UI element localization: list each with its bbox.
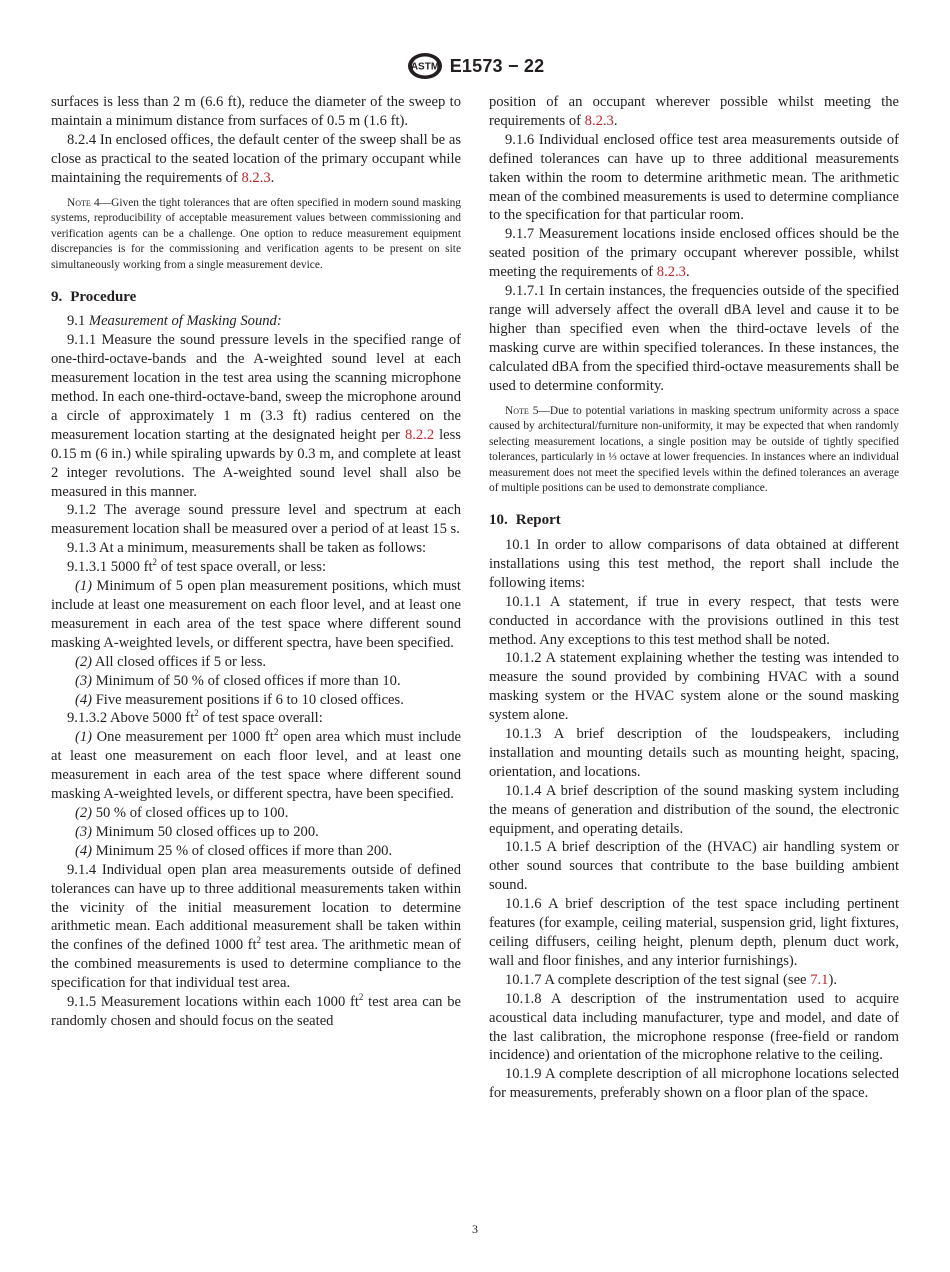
section-10-1-8: 10.1.8 A description of the instrumentation used to acquire acoustical data including manufacturer, type and model, and date of the last calibration, the microphone response (free-field or random incidence) and orientation of the microphone relative to the ceiling. <box>489 990 899 1064</box>
section-9-1-5: 9.1.5 Measurement locations within each 1000 $ft^2$ test area can be randomly chosen and should focus on the seated <box>51 992 461 1029</box>
paragraph-continuation: position of an occupant wherever possible whilst meeting the requirements of 8.2.3. <box>489 94 899 129</box>
xref-7-1[interactable]: 7.1 <box>810 971 829 988</box>
section-10-1-9: 10.1.9 A complete description of all microphone locations selected for measurements, preferably shown on a floor plan of the space. <box>489 1066 899 1102</box>
paragraph-continuation: surfaces is less than 2 m (6.6 ft), reduce the diameter of the sweep to maintain a minimum distance from surfaces of 0.5 m (1.6 ft). <box>51 94 461 129</box>
section-9-1-7: 9.1.7 Measurement locations inside enclosed offices should be the seated position of the primary occupant wherever possible, whilst meeting the requirements of 8.2.3. <box>489 226 899 281</box>
section-10-1-2: 10.1.2 A statement explaining whether the testing was intended to measure the sound provided by combining HVAC with a sound masking system or the HVAC system alone or the sound masking system alone. <box>489 650 899 724</box>
section-10-1-1: 10.1.1 A statement, if true in every respect, that tests were conducted in accordance with the provisions outlined in this test method. Any exceptions to this test method shall be noted. <box>489 593 899 648</box>
page-number: 3 <box>472 1222 478 1236</box>
list-item: (4) Five measurement positions if 6 to 10 closed offices. <box>75 691 404 708</box>
list-item: (1) Minimum of 5 open plan measurement positions, which must include at least one measurement on each floor level, and at least one measurement in each area of the test space where different sound masking A-weighted levels, or different spectra, have been specified. <box>51 578 461 651</box>
list-item: (2) All closed offices if 5 or less. <box>75 653 267 670</box>
section-10-1-7: 10.1.7 A complete description of the test signal (see 7.1). <box>505 971 837 988</box>
section-9-1-7-1: 9.1.7.1 In certain instances, the frequencies outside of the specified range will adversely affect the overall dBA level and cause it to be higher than specified even when the third-octave levels of the masking curve are within specified tolerances. In these instances, the calculated dBA from the specified third-octave measurements shall be used to determine conformity. <box>489 283 899 394</box>
list-item: (3) Minimum of 50 % of closed offices if more than 10. <box>75 672 401 689</box>
right-column <box>489 93 899 1103</box>
list-item: (2) 50 % of closed offices up to 100. <box>75 804 289 821</box>
section-9-1-3-2: 9.1.3.2 Above 5000 $ft^2$ of test space overall: <box>67 708 323 727</box>
list-item: (4) Minimum 25 % of closed offices if more than 200. <box>75 842 393 859</box>
section-heading-procedure: 9. Procedure <box>51 288 137 305</box>
section-10-1-6: 10.1.6 A brief description of the test space including pertinent features (for example, ceiling material, suspension grid, light fixtures, ceiling diffusers, ceiling height, plenum depth, plenum duct work, wall and floor finishes, and any interior furnishings). <box>489 896 899 969</box>
xref-8-2-3[interactable]: 8.2.3 <box>656 264 686 281</box>
section-9-1-6: 9.1.6 Individual enclosed office test area measurements outside of defined tolerances can have up to three additional measurements taken within the room to determine arithmetic mean. The arithmetic mean of the combined measurements is used to determine compliance to the specification for that particular room. <box>489 131 899 224</box>
astm-logo-icon <box>406 51 444 81</box>
section-heading-report: 10. Report <box>489 512 561 529</box>
section-9-1-3: 9.1.3 At a minimum, measurements shall be taken as follows: <box>67 540 427 557</box>
section-10-1-3: 10.1.3 A brief description of the loudspeakers, including installation and mounting details such as mounting height, spacing, orientation, and locations. <box>489 726 899 780</box>
list-item: (1) One measurement per 1000 $ft^2$ open area which must include at least one measurement on each floor level, and at least one measurement in each area of the test space where different sound masking A-weighted levels, or different spectra, have been specified. <box>51 727 461 803</box>
section-9-1-2: 9.1.2 The average sound pressure level and spectrum at each measurement location shall be measured over a period of at least 15 s. <box>51 502 461 538</box>
document-designation: E1573 − 22 <box>449 55 545 76</box>
note-5: Note 5—Due to potential variations in masking spectrum uniformity across a space caused by architectural/furniture non-uniformity, it may be expected that when randomly selecting measurement locations, a single position may be outside of tightly specified tolerances, particularly in ⅓ octave at lower frequencies. In instances where an individual measurement does not meet the specified levels within the defined tolerances an average of multiple positions can be used to demonstrate compliance. <box>489 404 899 495</box>
section-9-1-4: 9.1.4 Individual open plan area measurements outside of defined tolerances can have up to three additional measurements taken within the vicinity of the initial measurement location to determine arithmetic mean. Each additional measurement shall be taken within the confines of the defined 1000 $ft^2$ test area. The arithmetic mean of the combined measurements is used to determine compliance to the specification for that individual test area. <box>51 861 461 992</box>
xref-8-2-3[interactable]: 8.2.3 <box>241 169 271 186</box>
page-header <box>0 51 950 81</box>
xref-8-2-2[interactable]: 8.2.2 <box>404 426 435 443</box>
section-9-1-1: 9.1.1 Measure the sound pressure levels in the specified range of one-third-octave-bands and the A-weighted sound level at each measurement location in the test area using the scanning microphone method. In each one-third-octave-band, sweep the microphone around a circle of approximately 1 m (3.3 ft) radius centered on the measurement location starting at the designated height per 8.2.2 less 0.15 m (6 in.) while spiraling upwards by 0.3 m, and complete at least 2 integer revolutions. The A-weighted sound level shall also be measured in this manner. <box>51 332 461 500</box>
logo-text: ASTM <box>410 61 439 73</box>
section-8-2-4: 8.2.4 In enclosed offices, the default center of the sweep shall be as close as practical to the seated location of the primary occupant while maintaining the requirements of 8.2.3. <box>51 131 461 186</box>
section-10-1: 10.1 In order to allow comparisons of data obtained at different installations using this test method, the report shall include the following items: <box>489 536 899 591</box>
list-item: (3) Minimum 50 closed offices up to 200. <box>75 823 319 840</box>
note-4: Note 4—Given the tight tolerances that are often specified in modern sound masking systems, reproducibility of acceptable measurement values between commissioning and verification agents can be a challenge. One option to reduce measurement equipment discrepancies is for the commissioning and verification agents to be present on site simultaneously working from a single measurement device. <box>51 196 461 271</box>
left-column <box>51 93 461 1031</box>
section-10-1-5: 10.1.5 A brief description of the (HVAC) air handling system or other sound sources that contribute to the base building ambient sound. <box>489 839 899 894</box>
xref-8-2-3[interactable]: 8.2.3 <box>584 112 614 129</box>
section-9-1: 9.1 Measurement of Masking Sound: <box>67 313 282 330</box>
section-10-1-4: 10.1.4 A brief description of the sound masking system including the means of generation and distribution of the sound, the electronic equipment, and operating details. <box>489 782 899 837</box>
section-9-1-3-1: 9.1.3.1 5000 $ft^2$ of test space overall, or less: <box>67 557 327 576</box>
